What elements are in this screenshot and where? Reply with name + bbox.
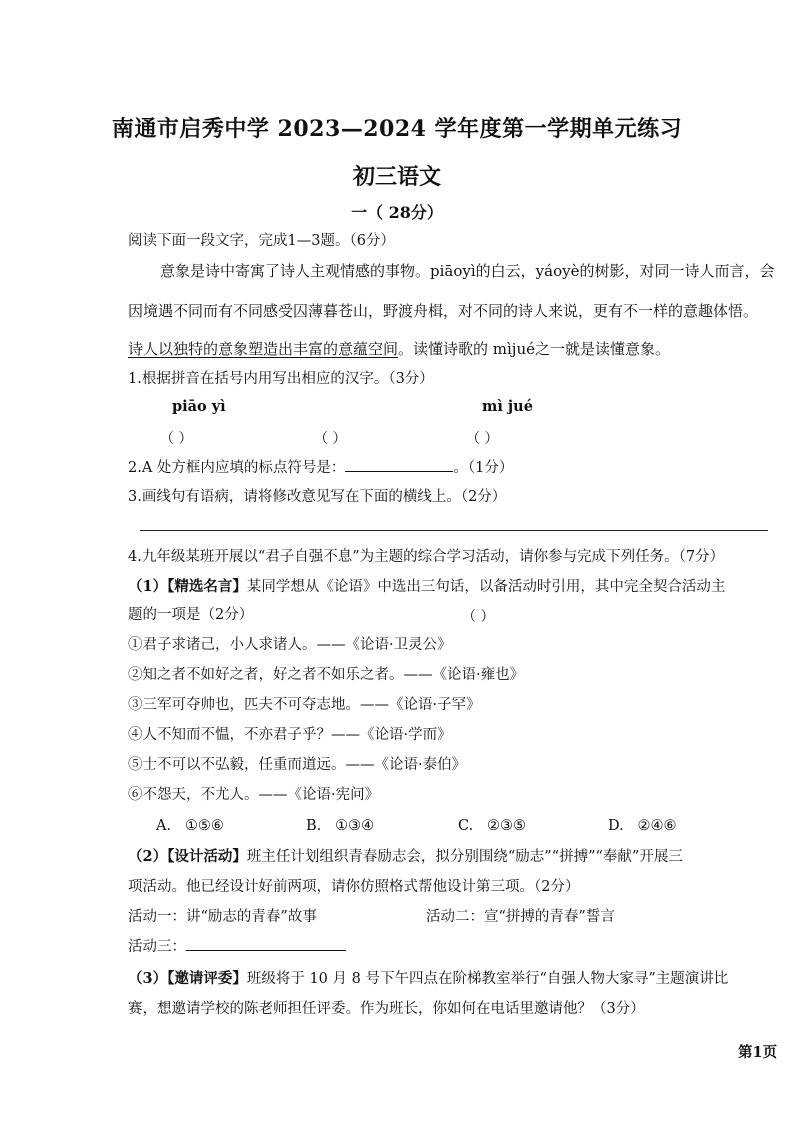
activity-3-label: 活动三： [128, 939, 186, 955]
option-b[interactable] [306, 818, 374, 834]
q1-answer-paren-2[interactable]: （ ） [314, 431, 347, 447]
option-a-letter: A. [156, 818, 172, 834]
activity-1: 活动一：讲“励志的青春”故事 [128, 909, 317, 925]
q4-part-1-answer-paren[interactable]: （ ） [462, 609, 495, 625]
exam-title: 南通市启秀中学 2023—2024 学年度第一学期单元练习 [111, 116, 683, 142]
q4-part-3 [128, 970, 728, 988]
q1-pinyin-1: piāo yì [172, 398, 226, 415]
question-1: 1.根据拼音在括号内用写出相应的汉字。（3分） [128, 371, 434, 387]
activity-2: 活动二：宣“拼搏的青春”誓言 [426, 909, 615, 925]
q4-part-3-line-2: 赛，想邀请学校的陈老师担任评委。作为班长，你如何在电话里邀请他？（3分） [128, 1001, 645, 1017]
option-a[interactable] [156, 818, 224, 834]
q4-part-1-text: 某同学想从《论语》中选出三句话，以备活动时引用，其中完全契合活动主 [246, 579, 726, 595]
reading-paragraph-line-3 [128, 340, 670, 358]
option-c[interactable] [458, 818, 526, 834]
option-b-letter: B. [306, 818, 322, 834]
q4-part-2-tag: （2）【设计活动】 [128, 848, 247, 865]
question-4: 4.九年级某班开展以“君子自强不息”为主题的综合学习活动，请你参与完成下列任务。（7分） [128, 549, 725, 565]
option-a-value: ①⑤⑥ [184, 818, 224, 834]
reading-paragraph-line-3-rest: 。读懂诗歌的 mìjué之一就是读懂意象。 [398, 340, 670, 358]
q1-pinyin-3: mì jué [482, 398, 533, 415]
question-3: 3.画线句有语病，请将修改意见写在下面的横线上。（2分） [128, 489, 507, 505]
underlined-sentence: 诗人以独特的意象塑造出丰富的意蕴空间 [128, 340, 399, 358]
q1-answer-paren-1[interactable]: （ ） [160, 431, 193, 447]
option-c-value: ②③⑤ [487, 818, 527, 834]
q4-part-3-text: 班级将于 10 月 8 号下午四点在阶梯教室举行“自强人物大家寻”主题演讲比 [246, 971, 729, 987]
quote-3: ③三军可夺帅也，匹夫不可夺志地。——《论语·子罕》 [128, 697, 481, 713]
question-2 [128, 459, 513, 477]
q4-part-2-line-2: 项活动。他已经设计好前两项，请你仿照格式帮他设计第三项。（2分） [128, 879, 580, 895]
quote-6: ⑥不怨天，不尤人。——《论语·宪问》 [128, 787, 380, 803]
q1-answer-paren-3[interactable]: （ ） [466, 431, 499, 447]
quote-4: ④人不知而不愠，不亦君子乎？——《论语·学而》 [128, 727, 452, 743]
q4-part-1 [128, 578, 725, 596]
exam-subject: 初三语文 [352, 164, 441, 190]
page-number: 第1页 [738, 1044, 778, 1061]
quote-5: ⑤士不可以不弘毅，任重而道远。——《论语·泰伯》 [128, 757, 467, 773]
reading-paragraph-line-1: 意象是诗中寄寓了诗人主观情感的事物。piāoyì的白云，yáoyè的树影，对同一诗人而言，会 [160, 262, 775, 280]
q3-answer-line[interactable] [140, 530, 768, 531]
section-heading: 一（ 28分） [351, 203, 443, 222]
q4-part-2 [128, 848, 683, 866]
option-d[interactable] [608, 818, 677, 834]
q2-suffix: 。（1分） [453, 460, 514, 476]
option-d-value: ②④⑥ [637, 818, 677, 834]
q4-part-1-tag: （1）【精选名言】 [128, 578, 247, 595]
quote-1: ①君子求诸己，小人求诸人。——《论语·卫灵公》 [128, 637, 452, 653]
reading-paragraph-line-2: 因境遇不同而有不同感受囚薄暮苍山，野渡舟楫，对不同的诗人来说，更有不一样的意趣体悟。 [128, 302, 759, 320]
q2-text: 2.A 处方框内应填的标点符号是： [128, 460, 346, 476]
option-d-letter: D. [608, 818, 624, 834]
q4-part-2-text: 班主任计划组织青春励志会，拟分别围绕“励志”“拼搏”“奉献”开展三 [246, 849, 683, 865]
q2-answer-blank[interactable] [345, 459, 453, 472]
activity-3 [128, 938, 346, 956]
q4-part-1-line-2: 题的一项是（2分） [128, 607, 254, 623]
activity-3-answer-blank[interactable] [186, 938, 346, 951]
q4-part-3-tag: （3）【邀请评委】 [128, 970, 247, 987]
reading-intro: 阅读下面一段文字，完成1—3题。（6分） [128, 233, 395, 249]
option-c-letter: C. [458, 818, 474, 834]
quote-2: ②知之者不如好之者，好之者不如乐之者。——《论语·雍也》 [128, 667, 525, 683]
option-b-value: ①③④ [335, 818, 375, 834]
